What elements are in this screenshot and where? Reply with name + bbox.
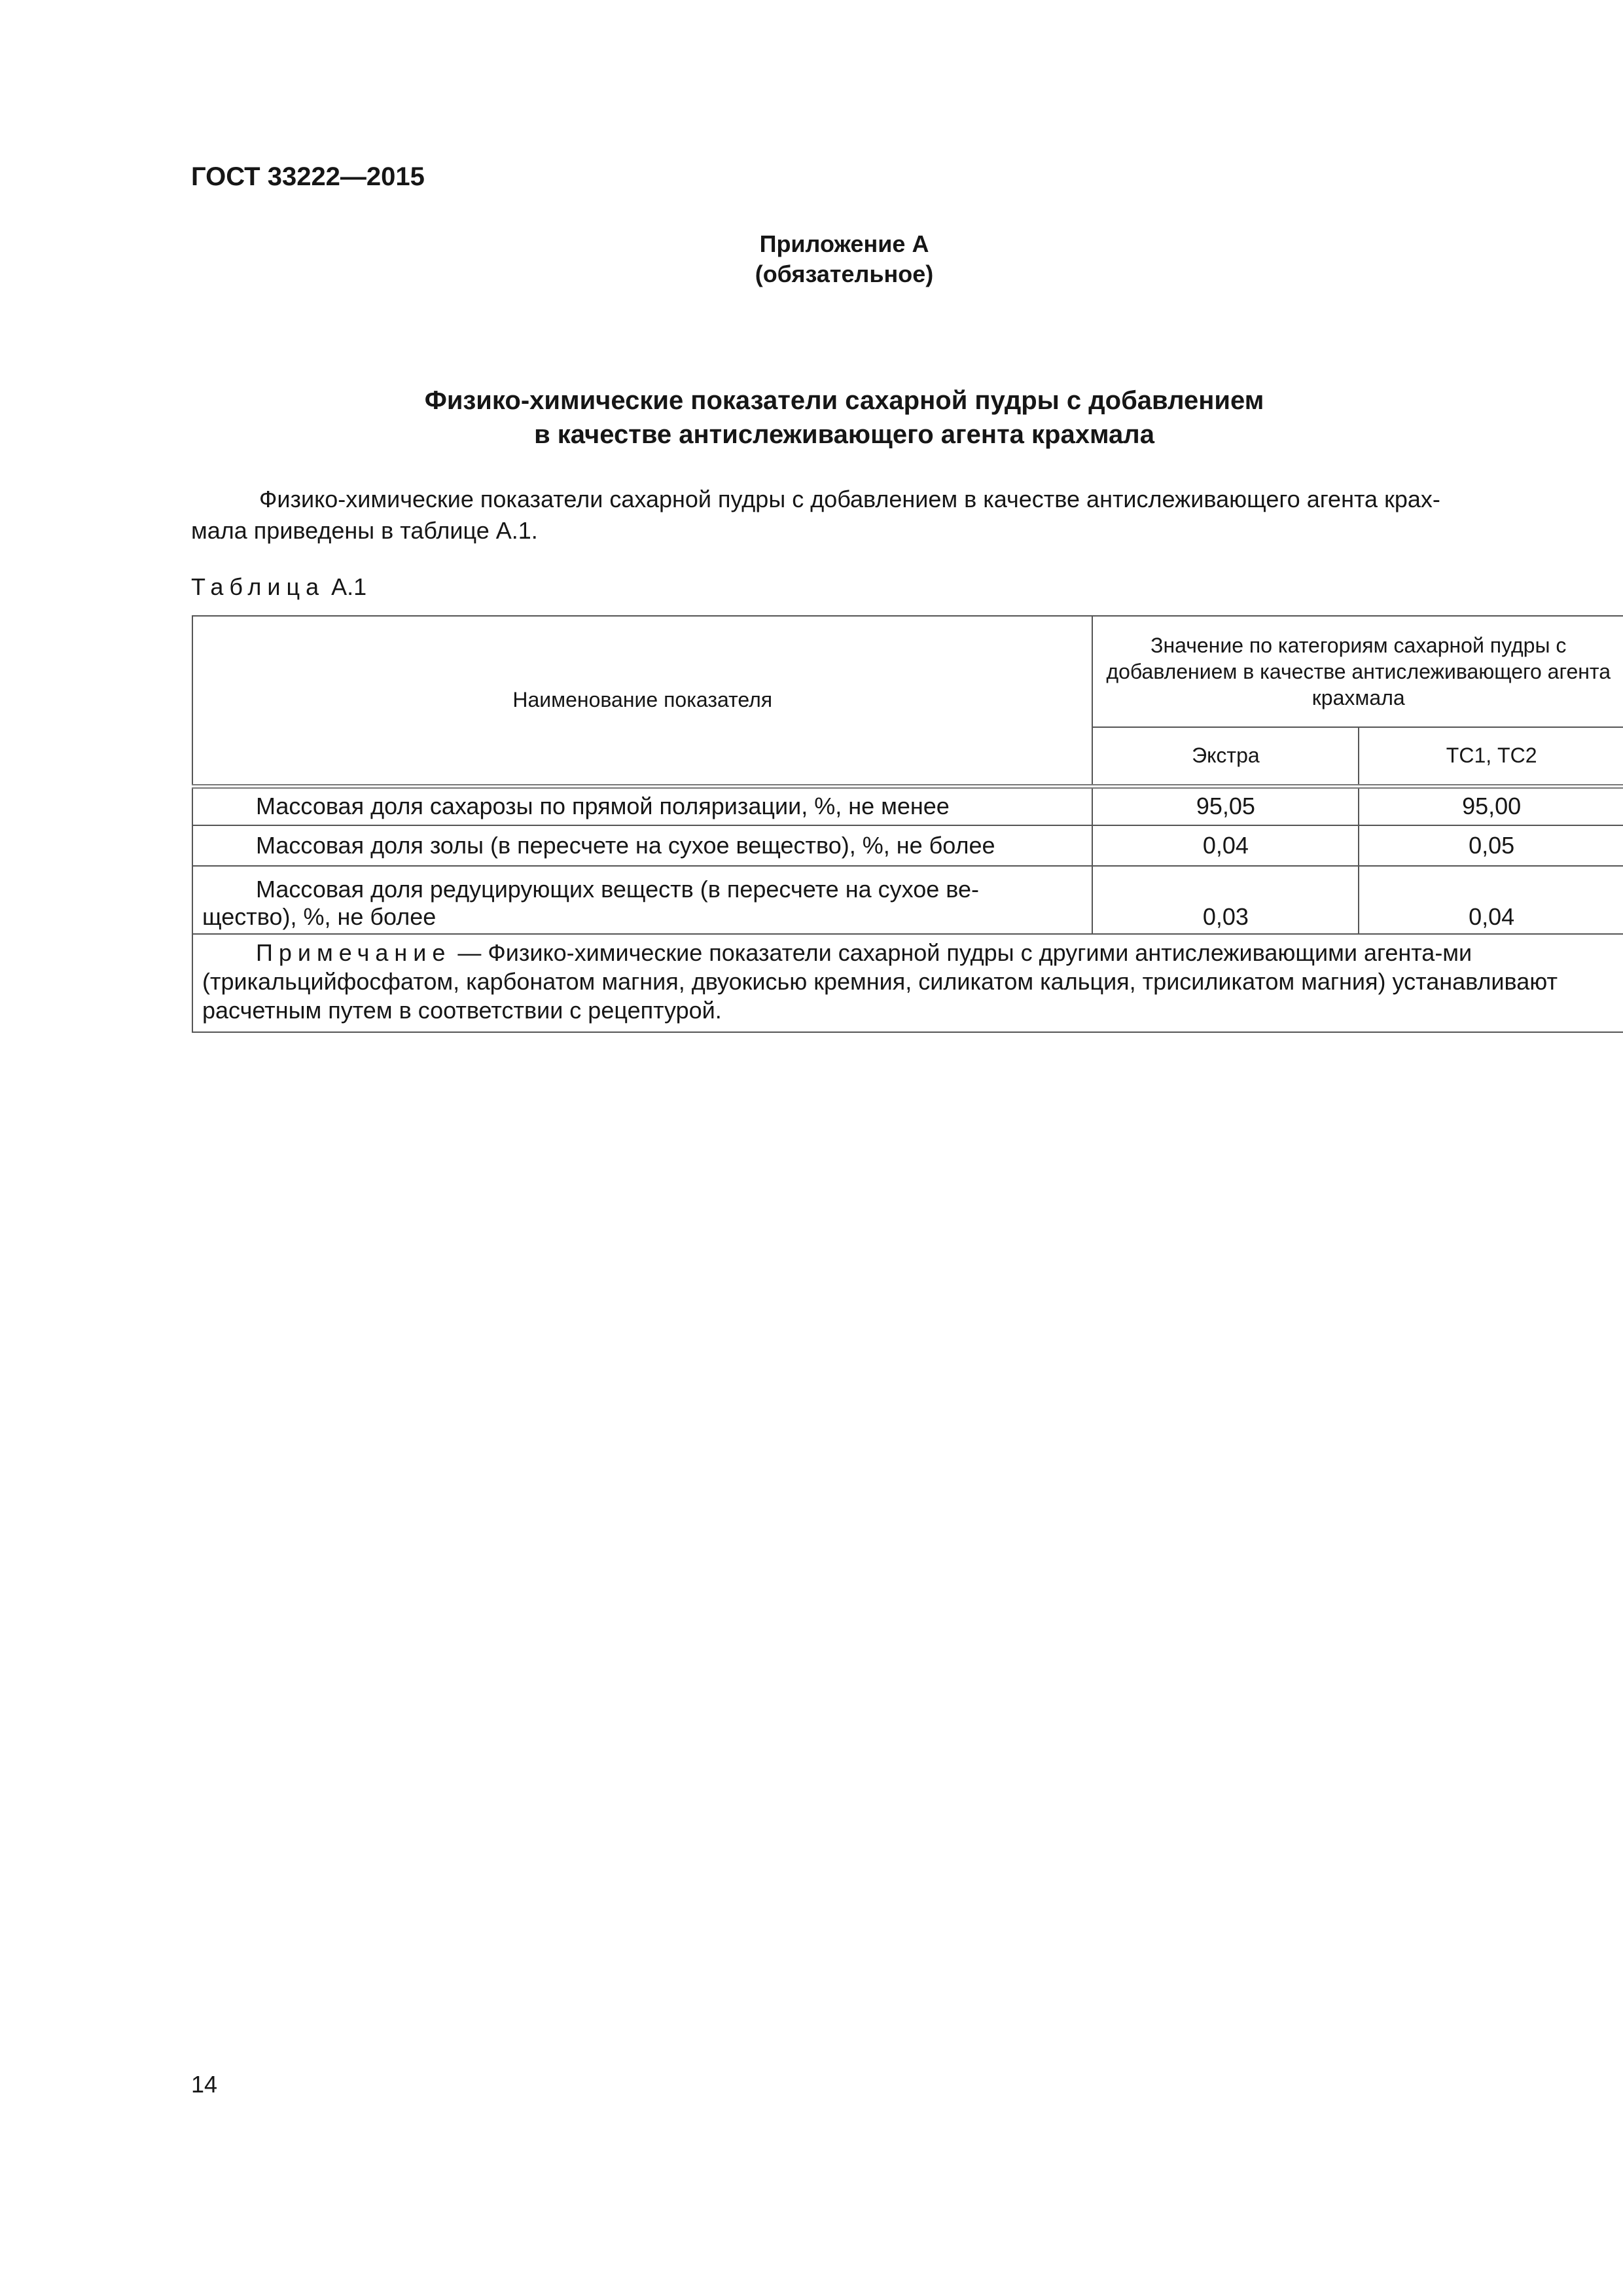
table-row [192, 825, 1623, 866]
row-name-line-1: Массовая доля редуцирующих веществ (в пересчете на сухое ве- [256, 876, 979, 903]
table-caption-word: Таблица [191, 573, 325, 600]
row-value-tc: 0,05 [1359, 825, 1623, 866]
row-value-extra: 95,05 [1092, 786, 1359, 825]
note-label: Примечание [256, 939, 452, 966]
table-note-row [192, 934, 1623, 1032]
page-number: 14 [191, 2071, 218, 2098]
row-value-extra: 0,03 [1092, 866, 1359, 934]
table-row [192, 866, 1623, 934]
header-category-values: Значение по категориям сахарной пудры с добавлением в качестве антислеживающего агента крахмала [1092, 616, 1623, 727]
intro-paragraph-line-1: Физико-химические показатели сахарной пудры с добавлением в качестве антислеживающего агента крах- [259, 486, 1440, 512]
intro-paragraph-line-2: мала приведены в таблице А.1. [191, 517, 538, 544]
table-note [192, 934, 1623, 1032]
row-value-tc: 0,04 [1359, 866, 1623, 934]
table-caption-number: А.1 [331, 573, 367, 600]
note-text: — Физико-химические показатели сахарной пудры с другими антислеживающими агента-ми (трикальцийфосфатом, карбонатом магния, двуокисью кремния, силикатом кальция, трисиликатом магния) устанавливают расчетным путем в соответствии с рецептурой. [202, 939, 1558, 1024]
appendix-status: (обязательное) [755, 260, 934, 287]
table-caption [191, 573, 366, 601]
row-name [192, 866, 1092, 934]
header-indicator-name: Наименование показателя [192, 616, 1092, 786]
row-name-line-2: щество), %, не более [202, 903, 437, 930]
row-name: Массовая доля золы (в пересчете на сухое вещество), %, не более [192, 825, 1092, 866]
section-heading-line-1: Физико-химические показатели сахарной пудры с добавлением [424, 386, 1264, 415]
table-row [192, 786, 1623, 825]
indicators-table [192, 615, 1623, 1033]
header-tc: ТС1, ТС2 [1359, 727, 1623, 786]
row-name: Массовая доля сахарозы по прямой поляризации, %, не менее [192, 786, 1092, 825]
standard-number: ГОСТ 33222—2015 [191, 162, 425, 191]
header-extra: Экстра [1092, 727, 1359, 786]
row-value-tc: 95,00 [1359, 786, 1623, 825]
section-heading-line-2: в качестве антислеживающего агента крахмала [534, 420, 1154, 449]
appendix-title: Приложение А [759, 230, 929, 257]
row-value-extra: 0,04 [1092, 825, 1359, 866]
